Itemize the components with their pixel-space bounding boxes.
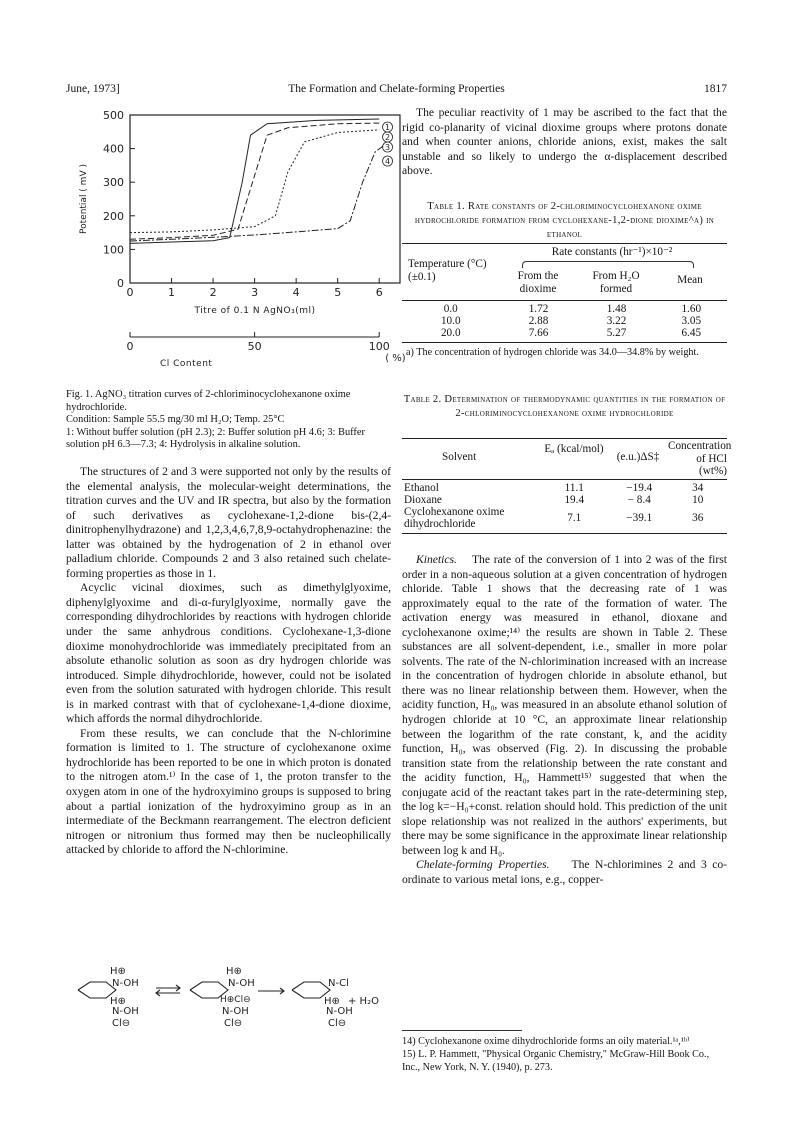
table-1-span-header: Rate constants (hr⁻¹)×10⁻² <box>551 246 673 258</box>
table-1-cell: 1.48 <box>606 303 627 315</box>
table-2-col-ds: (e.u.)ΔS‡ <box>616 451 660 463</box>
series-line-3 <box>130 130 379 233</box>
cl-axis-tick-label: 50 <box>247 340 262 353</box>
table-1-footnote: a) The concentration of hydrogen chloride was 34.0—34.8% by weight. <box>406 347 699 358</box>
table-1-caption: Table 1. Rate constants of 2-chloriminocyclohexanone oxime hydrochloride formation from cyclohexane-1,2-dione dioxime^a) in ethanol <box>414 201 715 240</box>
scheme-noh-1b: N-OH <box>112 1006 139 1017</box>
running-header-title: The Formation and Chelate-forming Properties <box>288 83 505 95</box>
table-1-cell: 2.88 <box>528 315 549 327</box>
x-tick-label: 2 <box>209 286 217 299</box>
x-tick-label: 4 <box>292 286 300 299</box>
scheme-hcl-2: H⊕Cl⊖ <box>220 995 251 1005</box>
y-tick-label: 300 <box>103 176 124 190</box>
series-line-4 <box>130 146 383 241</box>
series-label-1: 1 <box>384 123 391 132</box>
paragraph-peculiar-reactivity: The peculiar reactivity of 1 may be ascribed to the fact that the rigid co-planarity of vicinal dioxime groups where protons donate and when counter anions, chloride anions, exist, makes the salt unstable and so likely to undergo the α-displacement described above. <box>402 106 727 178</box>
scheme-h-plus-1: H⊕ <box>110 966 126 977</box>
table-1-col-h2o: From H₂O formed <box>592 270 640 295</box>
scheme-h-plus-2: H⊕ <box>226 966 242 977</box>
y-tick-label: 100 <box>103 243 124 257</box>
table-2-col-conc: Concentration of HCl (wt%) <box>668 440 732 477</box>
table-2-row <box>402 482 727 494</box>
table-2-cell: 10 <box>692 494 704 506</box>
table-2-cell: −19.4 <box>626 482 653 494</box>
chelate-heading: Chelate-forming Properties. <box>416 858 550 872</box>
table-2-cell: Ethanol <box>404 482 439 494</box>
x-tick-label: 6 <box>375 286 383 299</box>
series-label-2: 2 <box>384 133 391 142</box>
scheme-cl-minus-2: Cl⊖ <box>224 1018 243 1029</box>
cl-axis-unit: ( %) <box>385 353 406 364</box>
table-1-row <box>402 327 727 339</box>
footnotes <box>402 1035 727 1075</box>
y-axis-label: Potential ( mV ) <box>79 164 89 234</box>
footnote-rule <box>402 1030 522 1031</box>
scheme-noh-1: N-OH <box>112 978 139 989</box>
table-1-col-temp: Temperature (°C) (±0.1) <box>408 258 487 283</box>
left-column-text <box>66 465 391 858</box>
table-1-cell: 6.45 <box>681 327 702 339</box>
table-1-row <box>402 315 727 327</box>
series-label-4: 4 <box>384 157 391 166</box>
series-line-1 <box>130 119 379 243</box>
figure-1-chart <box>66 105 406 385</box>
table-2-row <box>402 506 727 530</box>
table-1-cell: 1.60 <box>681 303 702 315</box>
y-tick-label: 500 <box>103 109 124 122</box>
scheme-cl-minus-1: Cl⊖ <box>112 1018 131 1029</box>
y-tick-label: 200 <box>103 209 124 223</box>
table-1-cell: 10.0 <box>440 315 461 327</box>
right-column-intro <box>402 106 727 179</box>
figure-1-caption-title: Fig. 1. AgNO₃ titration curves of 2-chloriminocyclohexanone oxime hydrochloride. <box>66 389 351 413</box>
x-tick-label: 5 <box>334 286 342 299</box>
scheme-noh-3: N-OH <box>326 1006 353 1017</box>
scheme-h-plus-3: H⊕ <box>324 996 340 1007</box>
x-tick-label: 3 <box>251 286 259 299</box>
page-number: 1817 <box>704 83 727 95</box>
table-1-cell: 20.0 <box>440 327 461 339</box>
table-2-cell: 36 <box>692 512 704 524</box>
scheme-water-3: + H₂O <box>348 996 379 1007</box>
table-2-caption: Table 2. Determination of thermodynamic quantities in the formation of 2-chloriminocyclohexanone oxime hydrochloride <box>403 394 726 419</box>
cl-axis-tick-label: 100 <box>368 340 390 353</box>
scheme-ncl-3: N-Cl <box>328 978 349 989</box>
table-1 <box>402 243 727 359</box>
x-axis-label: Titre of 0.1 N AgNO₃(ml) <box>194 306 316 316</box>
footnote-14: 14) Cyclohexanone oxime dihydrochloride forms an oily material.¹ᵃ,¹ᵇ⁾ <box>402 1036 690 1047</box>
table-1-cell: 7.66 <box>528 327 549 339</box>
table-1-col-dioxime: From the dioxime <box>517 270 559 295</box>
figure-1-caption <box>66 389 391 452</box>
table-2-cell: 7.1 <box>567 512 582 524</box>
scheme-noh-2: N-OH <box>228 978 255 989</box>
running-header-left: June, 1973] <box>66 83 120 95</box>
paragraph-acyclic-dioximes: Acyclic vicinal dioximes, such as dimethylglyoxime, diphenylglyoxime and di-α-furylglyoxime, normally gave the corresponding dihydrochlorides by reactions with hydrogen chloride under the same anhydrous conditions. Cyclohexane-1,3-dione dioxime monohydrochloride was immediately precipitated from an absolute ethanolic solution as soon as dry hydrogen chloride was introduced. Simple dihydrochloride, however, could not be isolated even from the solution saturated with hydrogen chloride. This result is in marked contrast with that of cyclohexane-1,4-dione dioxime, which affords the normal dihydrochloride. <box>66 581 391 726</box>
y-tick-label: 400 <box>103 142 124 156</box>
table-1-body <box>402 303 727 339</box>
cl-axis-tick-label: 0 <box>126 340 134 353</box>
series-line-2 <box>130 123 379 239</box>
figure-1-caption-legend: 1: Without buffer solution (pH 2.3); 2: Buffer solution pH 4.6; 3: Buffer solution pH 6.3—7.3; 4: Hydrolysis in alkaline solution. <box>66 426 365 451</box>
table-2-cell: 34 <box>692 482 704 494</box>
table-1-span-bracket <box>522 261 694 268</box>
table-1-col-mean: Mean <box>677 274 703 286</box>
table-2-cell: 11.1 <box>564 482 584 494</box>
scheme-noh-2b: N-OH <box>222 1006 249 1017</box>
table-1-cell: 0.0 <box>443 303 458 315</box>
table-2-body <box>402 482 727 530</box>
chelate-text: The N-chlorimines 2 and 3 co-ordinate to various metal ions, e.g., copper- <box>402 858 728 887</box>
table-2-cell: −39.1 <box>626 512 653 524</box>
x-tick-label: 0 <box>126 286 134 299</box>
cl-axis-label: Cl Content <box>160 359 213 369</box>
table-1-cell: 3.05 <box>681 315 702 327</box>
series-label-3: 3 <box>384 143 391 152</box>
plot-frame <box>130 115 400 283</box>
kinetics-heading: Kinetics. <box>416 553 457 566</box>
footnote-15: 15) L. P. Hammett, "Physical Organic Chemistry," McGraw-Hill Book Co., Inc., New York, N. Y. (1940), p. 273. <box>402 1049 710 1074</box>
scheme-cl-minus-3: Cl⊖ <box>328 1018 347 1029</box>
table-2-cell: − 8.4 <box>627 494 651 506</box>
figure-1-caption-condition: Condition: Sample 55.5 mg/30 ml H₂O; Temp. 25°C <box>66 414 285 426</box>
table-1-cell: 3.22 <box>606 315 627 327</box>
table-2-cell: Dioxane <box>404 494 442 506</box>
table-2-row <box>402 494 727 506</box>
right-column-kinetics <box>402 553 727 888</box>
table-2-col-ea: Eₐ (kcal/mol) <box>544 443 604 455</box>
y-tick-label: 0 <box>117 277 124 290</box>
reaction-scheme <box>72 962 392 1034</box>
x-tick-label: 1 <box>168 286 176 299</box>
kinetics-text: The rate of the conversion of 1 into 2 was of the first order in a non-aqueous solution at a given concentration of hydrogen chloride. Table 1 shows that the decreasing rate of 1 was approximately equal to the rate of the formation of water. The activation energy was measured in ethanol, dioxane and cyclohexanone oxime;¹⁴⁾ the results are shown in Table 2. These substances are all solvent-dependent, i.e., smaller in more polar solvents. The rate of the N-chlorimination increased with an increase in the concentration of hydrogen chloride in absolute ethanol, but there was no linear relationship between them. However, when the acidity function, H₀, was measured in an absolute ethanol solution of hydrogen chloride at 10 °C, an approximate linear relationship between the logarithm of the rate constant, k, and the acidity function, H₀, was observed (Fig. 2). In discussing the probable transition state from the relationship between the rate constant and the acidity function, H₀, Hammett¹⁵⁾ suggested that when the conjugate acid of the reactant takes part in the rate-determining step, the log k=−H₀+const. relation should hold. This prediction of the unit slope relationship was not realized in the authors' experiments, but there may be some significance in the approximate linear relationship between log k and H₀. <box>402 553 727 857</box>
table-2-cell: 19.4 <box>564 494 585 506</box>
table-2-cell: Cyclohexanone oxime dihydrochloride <box>404 506 505 530</box>
table-1-cell: 1.72 <box>528 303 549 315</box>
table-1-row <box>402 303 727 315</box>
table-2-col-solvent: Solvent <box>442 451 477 463</box>
scheme-h-plus-1b: H⊕ <box>110 996 126 1007</box>
paragraph-conclusion: From these results, we can conclude that the N-chlorimine formation is limited to 1. The structure of cyclohexanone oxime hydrochloride has been reported to be one in which proton is donated to the nitrogen atom.¹⁾ In the case of 1, the proton transfer to the oxygen atom in one of the hydroxyimino groups is supposed to bring about a partial ionization of the hydroxyimino group as in an intermediate of the Beckmann rearrangement. The electron deficient nitrogen or nitronium thus formed may then be nucleophilically attacked by chloride to afford the N-chlorimine. <box>66 726 391 857</box>
paragraph-structures: The structures of 2 and 3 were supported not only by the results of the elemental analysis, the molecular-weight determinations, the titration curves and the UV and IR spectra, but also by the formation of such derivatives as cyclohexane-1,2-dione bis-(2,4-dinitrophenylhydrazone) and 1,2,3,4,6,7,8,9-octahydrophenazine: the latter was obtained by the hydrogenation of 2 in ethanol over palladium chloride. Compounds 2 and 3 also retained such chelate-forming properties as those in 1. <box>66 465 391 580</box>
table-1-cell: 5.27 <box>606 327 627 339</box>
table-2 <box>402 438 732 534</box>
